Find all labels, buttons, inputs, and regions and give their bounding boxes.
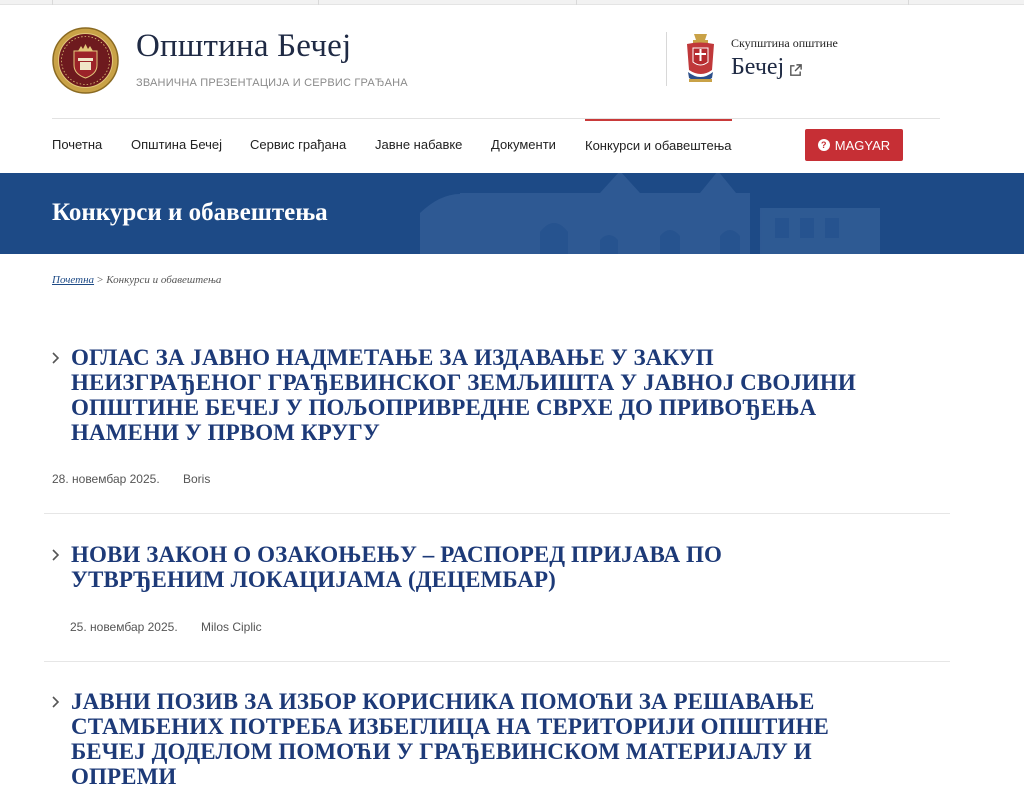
- assembly-link-text: Бечеј: [731, 54, 785, 80]
- nav-item-municipality[interactable]: Општина Бечеј: [131, 137, 223, 152]
- site-header: [52, 24, 940, 96]
- chevron-right-icon: [51, 695, 61, 709]
- site-title[interactable]: Општина Бечеј: [136, 28, 352, 64]
- post-title-link[interactable]: ОГЛАС ЗА ЈАВНО НАДМЕТАЊЕ ЗА ИЗДАВАЊЕ У ЗАКУП НЕИЗГРАЂЕНОГ ГРАЂЕВИНСКОГ ЗЕМЉИШТА У ЈАВНОЈ СВОЈИНИ ОПШТИНЕ БЕЧЕЈ У ПОЉОПРИВРЕДНЕ СВРХЕ ДО ПРИВОЂЕЊА НАМЕНИ У ПРВОМ КРУГУ: [71, 345, 856, 445]
- nav-item-citizen-service[interactable]: Сервис грађана: [250, 137, 347, 152]
- post-title-link[interactable]: НОВИ ЗАКОН О ОЗАКОЊЕЊУ – РАСПОРЕД ПРИЈАВА ПО УТВРЂЕНИМ ЛОКАЦИЈАМА (ДЕЦЕМБАР): [71, 542, 723, 592]
- breadcrumb-separator: >: [97, 274, 104, 286]
- nav-item-public-procurement[interactable]: Јавне набавке: [375, 137, 463, 152]
- chevron-right-icon: [51, 351, 61, 365]
- site-subtitle: ЗВАНИЧНА ПРЕЗЕНТАЦИЈА И СЕРВИС ГРАЂАНА: [136, 77, 408, 89]
- breadcrumb-current: Конкурси и обавештења: [106, 274, 222, 286]
- post-author: Milos Ciplic: [201, 620, 262, 634]
- serbia-coat-of-arms-icon: [684, 32, 717, 86]
- municipality-crest-icon[interactable]: [52, 27, 119, 94]
- assembly-label: Скупштина општине: [731, 36, 838, 50]
- post-divider: [44, 513, 950, 514]
- question-circle-icon: ?: [818, 139, 830, 151]
- header-divider: [666, 32, 667, 86]
- breadcrumb: [52, 274, 221, 286]
- chevron-right-icon: [51, 548, 61, 562]
- post-date: 28. новембар 2025.: [52, 472, 160, 486]
- main-navigation: [52, 119, 940, 173]
- nav-item-competitions[interactable]: Конкурси и обавештења: [585, 119, 732, 173]
- nav-item-home[interactable]: Почетна: [52, 137, 103, 152]
- external-link-icon: [788, 63, 803, 78]
- post-date: 25. новембар 2025.: [70, 620, 178, 634]
- language-magyar-button[interactable]: [805, 129, 903, 161]
- nav-item-documents[interactable]: Документи: [491, 137, 556, 152]
- page-title: Конкурси и обавештења: [52, 199, 328, 226]
- page-banner: [0, 173, 1024, 254]
- post-meta: [70, 620, 262, 634]
- post-author: Boris: [183, 472, 211, 486]
- breadcrumb-home-link[interactable]: Почетна: [52, 274, 95, 286]
- top-utility-bar: [0, 0, 1024, 5]
- assembly-link[interactable]: [731, 54, 803, 81]
- post-divider: [44, 661, 950, 662]
- post-meta: [52, 472, 210, 486]
- language-button-label: MAGYAR: [834, 137, 891, 153]
- post-title-link[interactable]: ЈАВНИ ПОЗИВ ЗА ИЗБОР КОРИСНИКА ПОМОЋИ ЗА РЕШАВАЊЕ СТАМБЕНИХ ПОТРЕБА ИЗБЕГЛИЦА НА ТЕРИТОРИЈИ ОПШТИНЕ БЕЧЕЈ ДОДЕЛОМ ПОМОЋИ У ГРАЂЕВИНСКОМ МАТЕРИЈАЛУ И ОПРЕМИ: [71, 689, 829, 789]
